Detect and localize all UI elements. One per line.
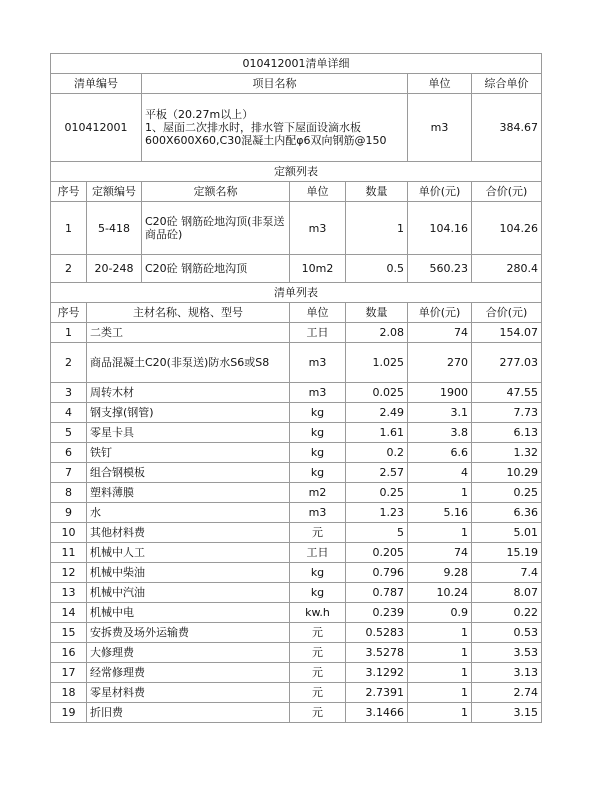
material-unit: kw.h	[290, 603, 346, 623]
material-seq: 16	[51, 643, 87, 663]
material-row	[51, 543, 542, 563]
material-row	[51, 383, 542, 403]
material-price: 1	[408, 663, 472, 683]
material-qty: 0.239	[346, 603, 408, 623]
quota-qty: 1	[346, 202, 408, 255]
material-name: 安拆费及场外运输费	[87, 623, 290, 643]
material-qty: 0.796	[346, 563, 408, 583]
material-row	[51, 683, 542, 703]
bill-name-header: 项目名称	[142, 74, 408, 94]
quota-price-header: 单价(元)	[408, 182, 472, 202]
material-unit: 元	[290, 703, 346, 723]
material-name: 经常修理费	[87, 663, 290, 683]
material-name: 二类工	[87, 323, 290, 343]
material-row	[51, 563, 542, 583]
material-seq: 7	[51, 463, 87, 483]
quota-unit: 10m2	[290, 255, 346, 283]
material-total: 2.74	[472, 683, 542, 703]
material-row	[51, 323, 542, 343]
material-name: 机械中汽油	[87, 583, 290, 603]
material-price: 1	[408, 523, 472, 543]
material-seq: 12	[51, 563, 87, 583]
quota-header-row	[51, 182, 542, 202]
title-row	[51, 54, 542, 74]
quota-seq-header: 序号	[51, 182, 87, 202]
material-unit: kg	[290, 403, 346, 423]
material-row	[51, 343, 542, 383]
material-price: 74	[408, 323, 472, 343]
material-name: 机械中柴油	[87, 563, 290, 583]
bill-detail-table	[50, 53, 542, 723]
material-name: 其他材料费	[87, 523, 290, 543]
material-seq: 18	[51, 683, 87, 703]
material-qty: 3.1466	[346, 703, 408, 723]
material-qty: 2.57	[346, 463, 408, 483]
material-qty: 3.1292	[346, 663, 408, 683]
quota-code: 20-248	[87, 255, 142, 283]
material-seq: 4	[51, 403, 87, 423]
quota-total-header: 合价(元)	[472, 182, 542, 202]
material-row	[51, 643, 542, 663]
material-total: 3.15	[472, 703, 542, 723]
material-total: 47.55	[472, 383, 542, 403]
bill-name-line: 1、屋面二次排水时，排水管下屋面设滴水板	[145, 121, 361, 134]
material-name: 机械中电	[87, 603, 290, 623]
material-row	[51, 403, 542, 423]
material-price: 1900	[408, 383, 472, 403]
bill-code: 010412001	[51, 94, 142, 162]
material-qty: 3.5278	[346, 643, 408, 663]
quota-row	[51, 202, 542, 255]
material-total: 5.01	[472, 523, 542, 543]
material-qty: 0.205	[346, 543, 408, 563]
material-name: 周转木材	[87, 383, 290, 403]
material-seq: 11	[51, 543, 87, 563]
material-seq: 19	[51, 703, 87, 723]
material-qty: 5	[346, 523, 408, 543]
material-total: 277.03	[472, 343, 542, 383]
material-unit: 工日	[290, 543, 346, 563]
material-price: 270	[408, 343, 472, 383]
quota-section-title: 定额列表	[51, 162, 542, 182]
material-unit: 工日	[290, 323, 346, 343]
material-price: 1	[408, 483, 472, 503]
material-seq: 15	[51, 623, 87, 643]
material-qty: 1.23	[346, 503, 408, 523]
material-name: 零星材料费	[87, 683, 290, 703]
bill-price-header: 综合单价	[472, 74, 542, 94]
quota-total: 104.26	[472, 202, 542, 255]
material-unit: kg	[290, 443, 346, 463]
material-unit: m3	[290, 343, 346, 383]
material-price: 1	[408, 703, 472, 723]
quota-total: 280.4	[472, 255, 542, 283]
material-total: 15.19	[472, 543, 542, 563]
material-seq: 9	[51, 503, 87, 523]
material-price: 1	[408, 683, 472, 703]
material-unit: 元	[290, 663, 346, 683]
material-unit: 元	[290, 623, 346, 643]
material-qty: 1.61	[346, 423, 408, 443]
bill-unit-header: 单位	[408, 74, 472, 94]
material-total: 7.4	[472, 563, 542, 583]
material-name: 零星卡具	[87, 423, 290, 443]
material-price: 74	[408, 543, 472, 563]
material-seq-header: 序号	[51, 303, 87, 323]
material-seq: 13	[51, 583, 87, 603]
material-price: 3.8	[408, 423, 472, 443]
material-row	[51, 423, 542, 443]
material-row	[51, 503, 542, 523]
material-unit: kg	[290, 583, 346, 603]
material-row	[51, 603, 542, 623]
material-price: 3.1	[408, 403, 472, 423]
quota-code-header: 定额编号	[87, 182, 142, 202]
material-name: 商品混凝土C20(非泵送)防水S6或S8	[87, 343, 290, 383]
material-row	[51, 663, 542, 683]
material-name: 水	[87, 503, 290, 523]
material-qty: 0.025	[346, 383, 408, 403]
material-total: 0.53	[472, 623, 542, 643]
material-total: 0.22	[472, 603, 542, 623]
quota-price: 104.16	[408, 202, 472, 255]
material-qty: 2.08	[346, 323, 408, 343]
material-unit: 元	[290, 643, 346, 663]
material-price: 9.28	[408, 563, 472, 583]
material-price-header: 单价(元)	[408, 303, 472, 323]
material-qty: 0.2	[346, 443, 408, 463]
bill-code-header: 清单编号	[51, 74, 142, 94]
material-qty-header: 数量	[346, 303, 408, 323]
material-total: 6.13	[472, 423, 542, 443]
material-qty: 0.25	[346, 483, 408, 503]
material-total: 3.13	[472, 663, 542, 683]
material-price: 0.9	[408, 603, 472, 623]
material-seq: 8	[51, 483, 87, 503]
material-total: 7.73	[472, 403, 542, 423]
bill-unit: m3	[408, 94, 472, 162]
material-unit: 元	[290, 683, 346, 703]
material-name: 钢支撑(钢管)	[87, 403, 290, 423]
bill-name-line: 平板（20.27m以上）	[145, 108, 254, 121]
material-row	[51, 583, 542, 603]
quota-name: C20砼 钢筋砼地沟顶(非泵送商品砼)	[142, 202, 290, 255]
material-name: 铁钉	[87, 443, 290, 463]
quota-name: C20砼 钢筋砼地沟顶	[142, 255, 290, 283]
material-unit: m2	[290, 483, 346, 503]
quota-seq: 1	[51, 202, 87, 255]
material-unit-header: 单位	[290, 303, 346, 323]
material-name: 机械中人工	[87, 543, 290, 563]
material-unit: m3	[290, 503, 346, 523]
material-total-header: 合价(元)	[472, 303, 542, 323]
quota-code: 5-418	[87, 202, 142, 255]
material-name: 组合钢模板	[87, 463, 290, 483]
material-total: 0.25	[472, 483, 542, 503]
material-total: 8.07	[472, 583, 542, 603]
quota-row	[51, 255, 542, 283]
quota-qty: 0.5	[346, 255, 408, 283]
material-row	[51, 483, 542, 503]
material-price: 5.16	[408, 503, 472, 523]
table-title: 010412001清单详细	[51, 54, 542, 74]
material-price: 1	[408, 623, 472, 643]
material-header-row	[51, 303, 542, 323]
material-seq: 14	[51, 603, 87, 623]
material-price: 1	[408, 643, 472, 663]
material-name: 塑料薄膜	[87, 483, 290, 503]
quota-price: 560.23	[408, 255, 472, 283]
material-total: 1.32	[472, 443, 542, 463]
material-qty: 2.49	[346, 403, 408, 423]
material-seq: 1	[51, 323, 87, 343]
material-qty: 0.5283	[346, 623, 408, 643]
material-section-row	[51, 283, 542, 303]
material-seq: 2	[51, 343, 87, 383]
material-seq: 6	[51, 443, 87, 463]
material-unit: kg	[290, 423, 346, 443]
bill-price: 384.67	[472, 94, 542, 162]
material-row	[51, 703, 542, 723]
quota-qty-header: 数量	[346, 182, 408, 202]
quota-section-row	[51, 162, 542, 182]
quota-unit: m3	[290, 202, 346, 255]
material-name: 折旧费	[87, 703, 290, 723]
material-name: 大修理费	[87, 643, 290, 663]
bill-row	[51, 94, 542, 162]
material-qty: 0.787	[346, 583, 408, 603]
material-qty: 2.7391	[346, 683, 408, 703]
quota-unit-header: 单位	[290, 182, 346, 202]
material-price: 4	[408, 463, 472, 483]
material-price: 10.24	[408, 583, 472, 603]
material-total: 10.29	[472, 463, 542, 483]
bill-name-line: 600X600X60,C30混凝土内配φ6双向钢筋@150	[145, 134, 387, 147]
material-row	[51, 443, 542, 463]
material-row	[51, 623, 542, 643]
quota-name-header: 定额名称	[142, 182, 290, 202]
material-name-header: 主材名称、规格、型号	[87, 303, 290, 323]
material-total: 6.36	[472, 503, 542, 523]
bill-header-row	[51, 74, 542, 94]
material-seq: 5	[51, 423, 87, 443]
quota-seq: 2	[51, 255, 87, 283]
bill-name	[142, 94, 408, 162]
material-total: 154.07	[472, 323, 542, 343]
material-seq: 3	[51, 383, 87, 403]
material-seq: 17	[51, 663, 87, 683]
material-price: 6.6	[408, 443, 472, 463]
material-row	[51, 523, 542, 543]
material-row	[51, 463, 542, 483]
material-unit: kg	[290, 463, 346, 483]
material-total: 3.53	[472, 643, 542, 663]
material-qty: 1.025	[346, 343, 408, 383]
material-unit: kg	[290, 563, 346, 583]
material-unit: m3	[290, 383, 346, 403]
material-section-title: 清单列表	[51, 283, 542, 303]
material-seq: 10	[51, 523, 87, 543]
material-unit: 元	[290, 523, 346, 543]
